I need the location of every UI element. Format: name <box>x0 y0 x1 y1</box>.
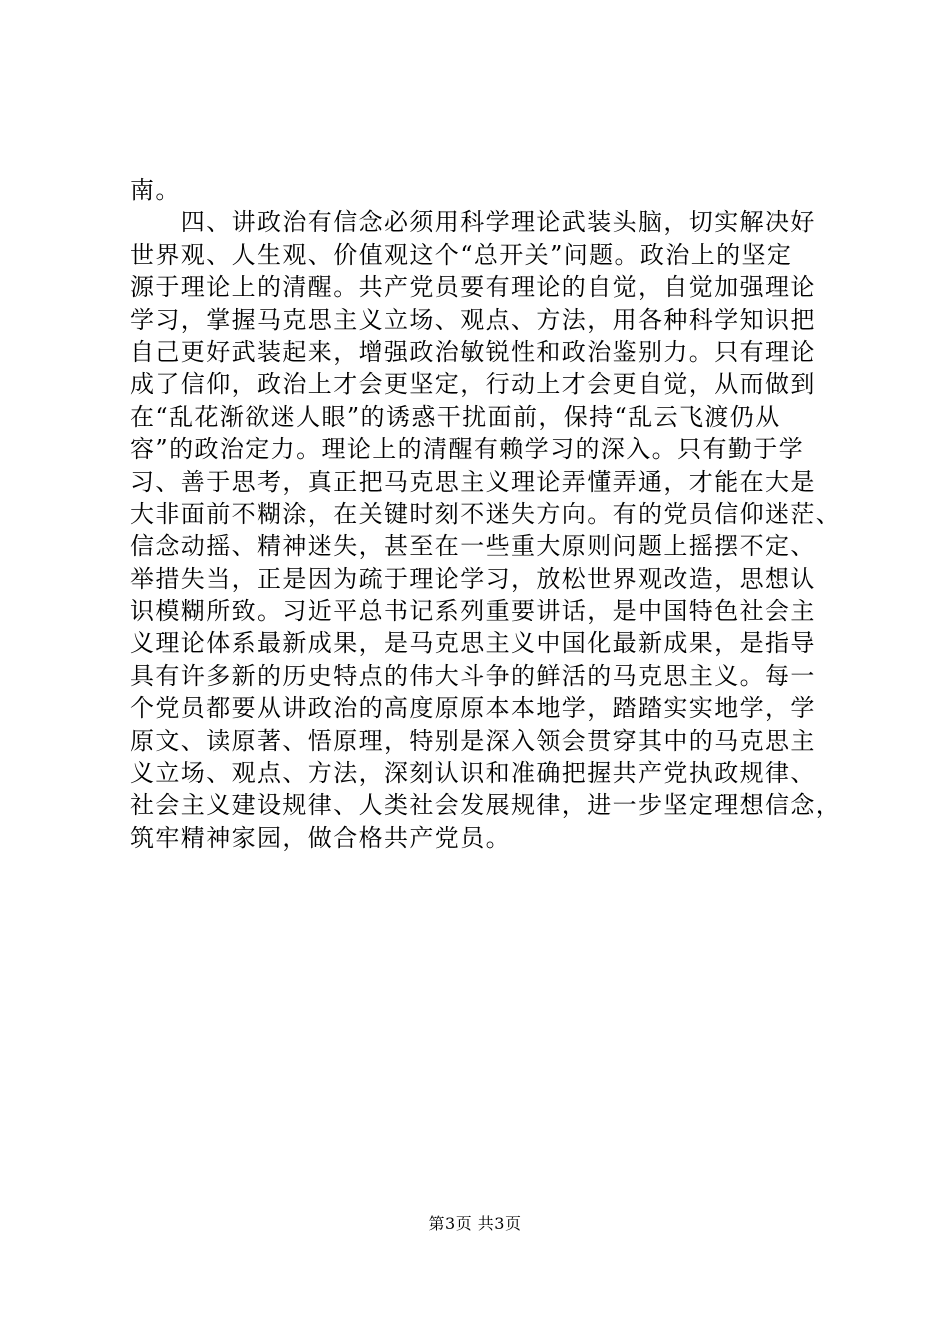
text-line: 成了信仰，政治上才会更坚定，行动上才会更自觉，从而做到 <box>130 370 816 399</box>
text-line: 具有许多新的历史特点的伟大斗争的鲜活的马克思主义。每一 <box>130 661 816 690</box>
text-line: 义理论体系最新成果，是马克思主义中国化最新成果，是指导 <box>130 629 816 658</box>
text-line: 习、善于思考，真正把马克思主义理论弄懂弄通，才能在大是 <box>130 467 816 496</box>
text-line: 原文、读原著、悟原理，特别是深入领会贯穿其中的马克思主 <box>130 726 816 755</box>
text-line: 南。 <box>130 176 181 204</box>
text-line: 容”的政治定力。理论上的清醒有赖学习的深入。只有勤于学 <box>130 435 805 464</box>
text-line: 自己更好武装起来，增强政治敏锐性和政治鉴别力。只有理论 <box>130 337 816 366</box>
text-line: 识模糊所致。习近平总书记系列重要讲话，是中国特色社会主 <box>130 597 816 626</box>
text-line: 举措失当，正是因为疏于理论学习，放松世界观改造，思想认 <box>130 564 816 593</box>
text-line: 社会主义建设规律、人类社会发展规律，进一步坚定理想信念， <box>130 791 842 820</box>
text-line: 个党员都要从讲政治的高度原原本本地学，踏踏实实地学，学 <box>130 694 816 723</box>
text-line: 世界观、人生观、价值观这个“总开关”问题。政治上的坚定 <box>130 240 793 269</box>
page-number-footer: 第3页 共3页 <box>428 1214 522 1233</box>
text-line: 在“乱花渐欲迷人眼”的诱惑干扰面前，保持“乱云飞渡仍从 <box>130 402 781 431</box>
text-line: 学习，掌握马克思主义立场、观点、方法，用各种科学知识把 <box>130 305 816 334</box>
text-line: 筑牢精神家园，做合格共产党员。 <box>130 823 511 852</box>
body-text <box>130 174 860 854</box>
text-line: 源于理论上的清醒。共产党员要有理论的自觉，自觉加强理论 <box>130 273 816 302</box>
text-line: 信念动摇、精神迷失，甚至在一些重大原则问题上摇摆不定、 <box>130 532 816 561</box>
text-line: 四、讲政治有信念必须用科学理论武装头脑，切实解决好 <box>130 208 816 237</box>
text-line: 大非面前不糊涂，在关键时刻不迷失方向。有的党员信仰迷茫、 <box>130 499 842 528</box>
text-line: 义立场、观点、方法，深刻认识和准确把握共产党执政规律、 <box>130 759 816 788</box>
